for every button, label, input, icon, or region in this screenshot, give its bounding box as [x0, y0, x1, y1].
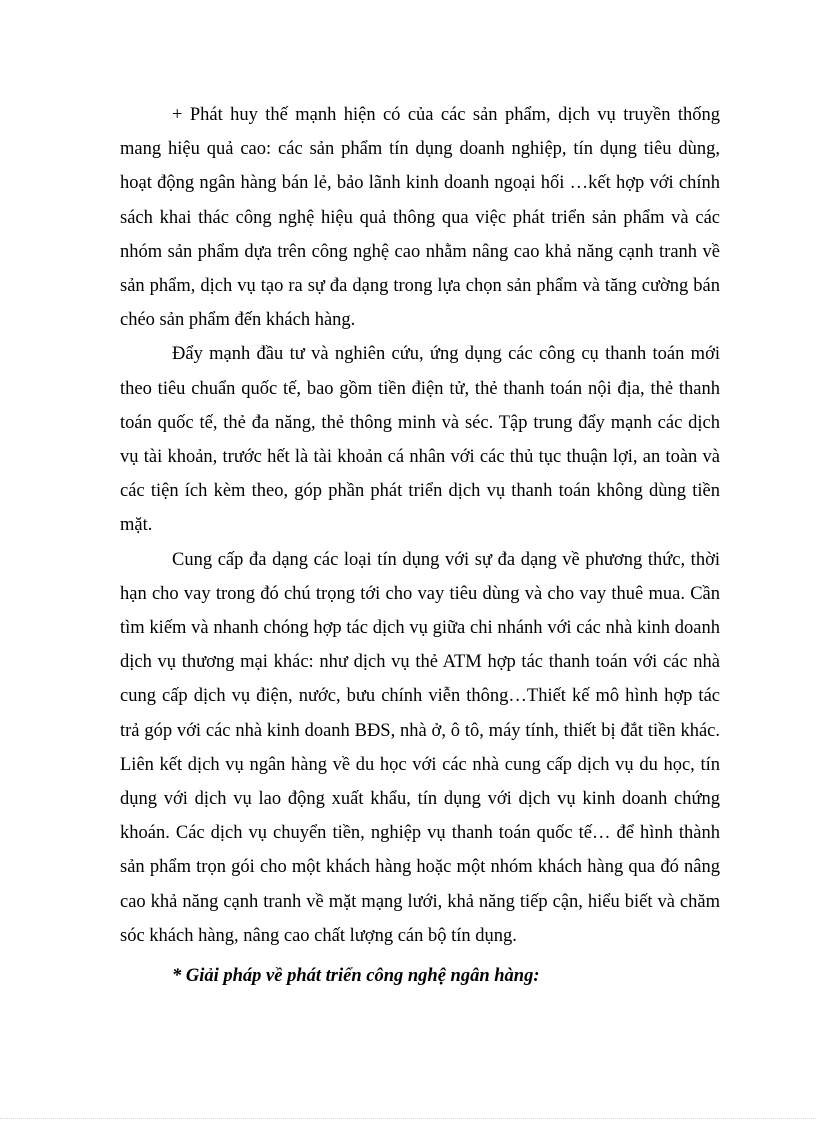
paragraph-product-strengths: + Phát huy thế mạnh hiện có của các sản phẩm, dịch vụ truyền thống mang hiệu quả cao: các sản phẩm tín dụng doanh nghiệp, tín dụng tiêu dùng, hoạt động ngân hàng bán lẻ, bảo lãnh kinh doanh ngoại hối …kết hợp với chính sách khai thác công nghệ hiệu quả thông qua việc phát triển sản phẩm và các nhóm sản phẩm dựa trên công nghệ cao nhằm nâng cao khả năng cạnh tranh về sản phẩm, dịch vụ tạo ra sự đa dạng trong lựa chọn sản phẩm và tăng cường bán chéo sản phẩm đến khách hàng.: [120, 105, 720, 331]
page-body: [120, 98, 720, 993]
paragraph-credit-diversification: Cung cấp đa dạng các loại tín dụng với sự đa dạng về phương thức, thời hạn cho vay trong đó chú trọng tới cho vay tiêu dùng và cho vay thuê mua. Cần tìm kiếm và nhanh chóng hợp tác dịch vụ giữa chi nhánh với các nhà kinh doanh dịch vụ thương mại khác: như dịch vụ thẻ ATM hợp tác thanh toán với các nhà cung cấp dịch vụ điện, nước, bưu chính viễn thông…Thiết kế mô hình hợp tác trả góp với các nhà kinh doanh BĐS, nhà ở, ô tô, máy tính, thiết bị đắt tiền khác. Liên kết dịch vụ ngân hàng về du học với các nhà cung cấp dịch vụ du học, tín dụng với dịch vụ lao động xuất khẩu, tín dụng với dịch vụ kinh doanh chứng khoán. Các dịch vụ chuyển tiền, nghiệp vụ thanh toán quốc tế… để hình thành sản phẩm trọn gói cho một khách hàng hoặc một nhóm khách hàng qua đó nâng cao khả năng cạnh tranh về mặt mạng lưới, khả năng tiếp cận, hiểu biết và chăm sóc khách hàng, nâng cao chất lượng cán bộ tín dụng.: [120, 549, 720, 946]
page-bottom-edge: [0, 1118, 816, 1119]
section-subheading: * Giải pháp về phát triển công nghệ ngân hàng:: [172, 966, 540, 987]
paragraph-payment-instruments: Đẩy mạnh đầu tư và nghiên cứu, ứng dụng các công cụ thanh toán mới theo tiêu chuẩn quốc tế, bao gồm tiền điện tử, thẻ thanh toán nội địa, thẻ thanh toán quốc tế, thẻ đa năng, thẻ thông minh và séc. Tập trung đẩy mạnh các dịch vụ tài khoản, trước hết là tài khoản cá nhân với các thủ tục thuận lợi, an toàn và các tiện ích kèm theo, góp phần phát triển dịch vụ thanh toán không dùng tiền mặt.: [120, 344, 720, 536]
